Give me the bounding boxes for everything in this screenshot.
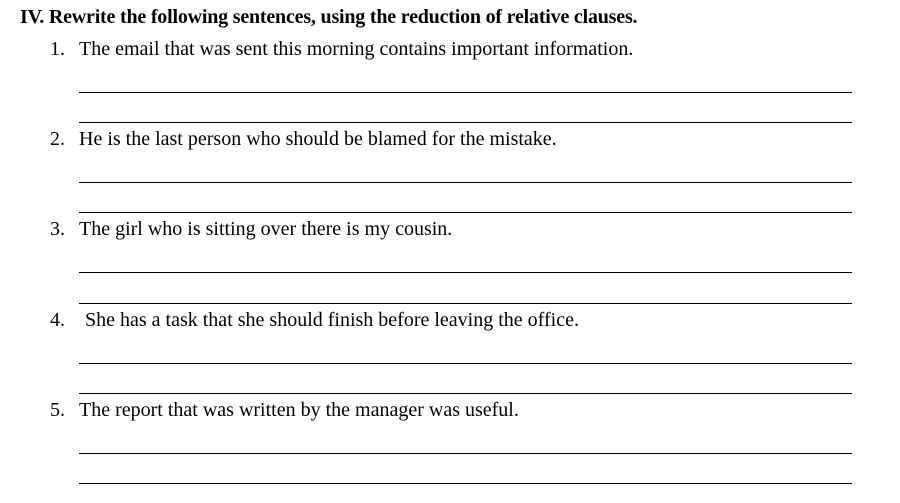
item-number: 1. bbox=[50, 38, 65, 60]
answer-line-4a[interactable] bbox=[79, 363, 852, 364]
item-number: 4. bbox=[50, 309, 65, 331]
exercise-heading: IV. Rewrite the following sentences, using the reduction of relative clauses. bbox=[20, 6, 638, 28]
item-sentence: She has a task that she should finish before leaving the office. bbox=[85, 309, 579, 331]
item-number: 2. bbox=[50, 128, 65, 150]
answer-line-3a[interactable] bbox=[79, 272, 852, 273]
answer-line-1a[interactable] bbox=[79, 92, 852, 93]
answer-line-1b[interactable] bbox=[79, 122, 852, 123]
item-sentence: He is the last person who should be blamed for the mistake. bbox=[79, 128, 557, 150]
answer-line-4b[interactable] bbox=[79, 393, 852, 394]
answer-line-2a[interactable] bbox=[79, 182, 852, 183]
answer-line-5b[interactable] bbox=[79, 483, 852, 484]
item-sentence: The girl who is sitting over there is my cousin. bbox=[79, 218, 453, 240]
answer-line-2b[interactable] bbox=[79, 212, 852, 213]
item-sentence: The email that was sent this morning contains important information. bbox=[79, 38, 634, 60]
item-number: 3. bbox=[50, 218, 65, 240]
item-sentence: The report that was written by the manager was useful. bbox=[79, 399, 519, 421]
item-number: 5. bbox=[50, 399, 65, 421]
answer-line-3b[interactable] bbox=[79, 303, 852, 304]
answer-line-5a[interactable] bbox=[79, 453, 852, 454]
